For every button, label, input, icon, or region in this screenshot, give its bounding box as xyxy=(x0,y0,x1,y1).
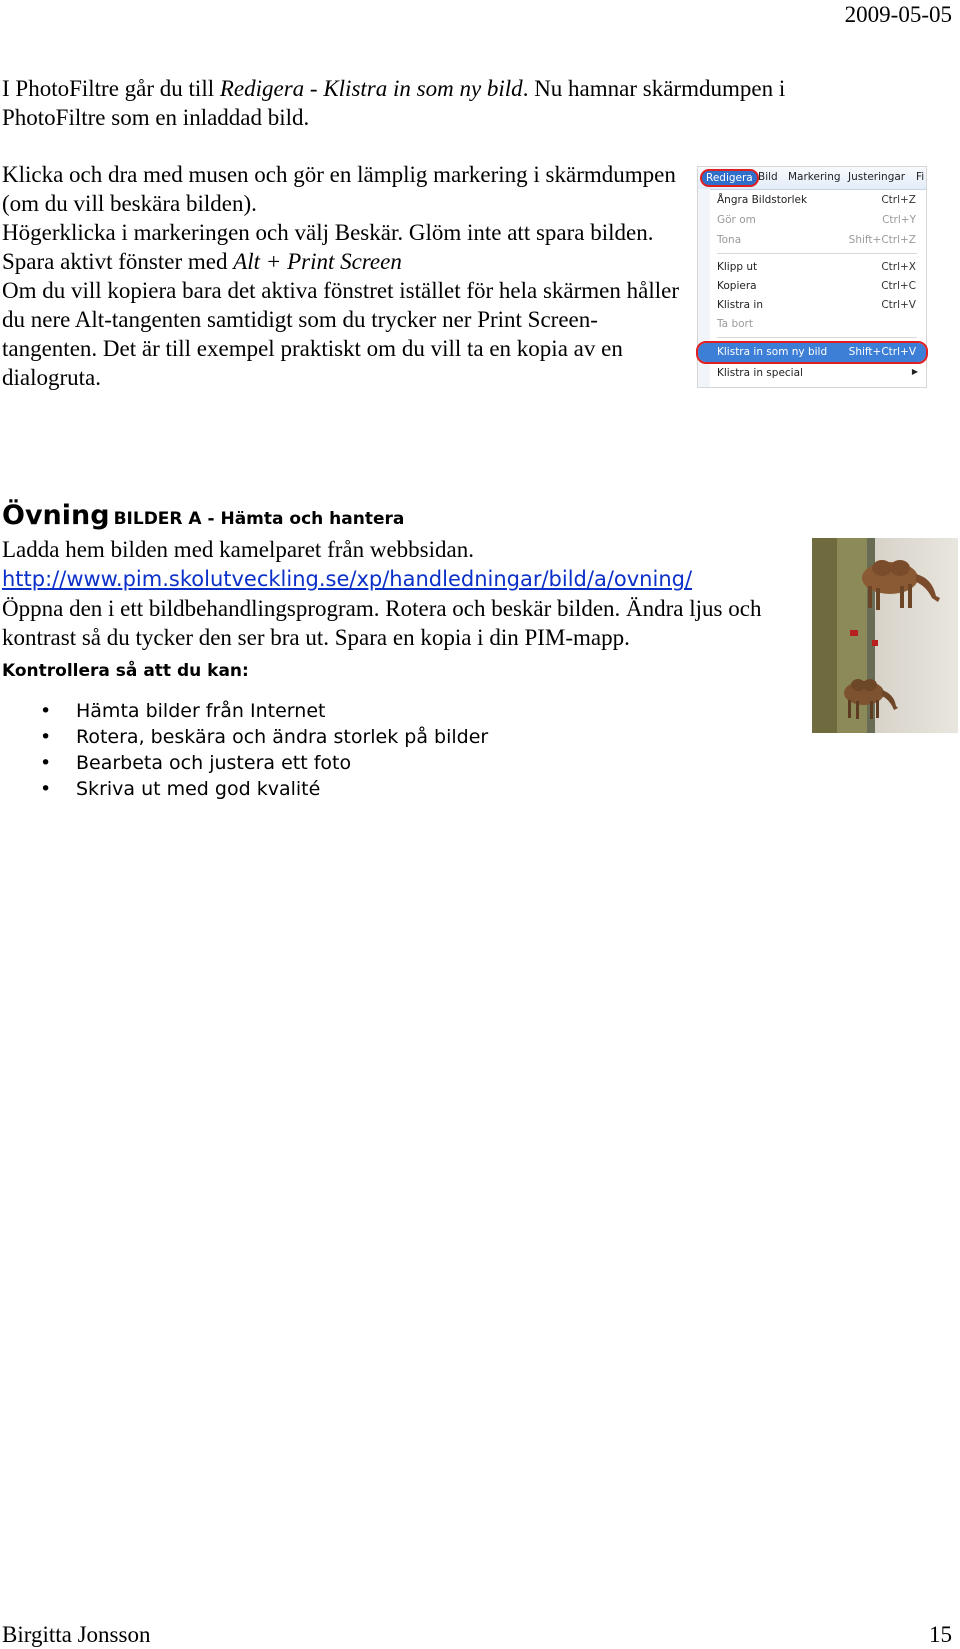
submenu-arrow-icon: ▶ xyxy=(911,367,918,376)
menu-item-copy xyxy=(698,277,926,296)
menu-separator xyxy=(717,337,917,338)
list-item xyxy=(40,750,488,776)
list-item-text: Hämta bilder från Internet xyxy=(76,700,326,722)
menu-item-paste xyxy=(698,296,926,315)
intro-paragraph xyxy=(2,74,882,132)
intro-text-2: . Nu hamnar skärmdumpen i PhotoFiltre som en inladdad bild. xyxy=(2,76,786,130)
exercise-title-main: Övning xyxy=(2,500,110,531)
menu-item-label: Gör om xyxy=(717,214,756,226)
exercise-text xyxy=(2,535,802,652)
alt-print-screen-text: Om du vill kopiera bara det aktiva fönstret istället för hela skärmen håller du nere Alt-tangenten samtidigt som du trycker ner Print Screen-tangenten. Det är till exempel praktiskt om du vill ta en kopia av en dialogruta. xyxy=(2,278,679,390)
exercise-url-link[interactable]: http://www.pim.skolutveckling.se/xp/handledningar/bild/a/ovning/ xyxy=(2,567,693,591)
menu-item-key: Shift+Ctrl+V xyxy=(848,346,916,358)
list-item xyxy=(40,776,488,802)
menu-item-undo xyxy=(698,191,926,210)
alt-shortcut: Alt + Print Screen xyxy=(233,249,402,274)
menu-justeringar: Justeringar xyxy=(848,171,906,183)
menu-item-key: Ctrl+X xyxy=(881,261,916,273)
menu-item-key: Ctrl+Z xyxy=(881,194,916,206)
menu-item-key: Shift+Ctrl+Z xyxy=(848,234,916,246)
menu-item-key: Ctrl+C xyxy=(881,280,916,292)
camel-photo-image xyxy=(812,538,958,733)
exercise-line-1: Ladda hem bilden med kamelparet från webbsidan. xyxy=(2,537,474,562)
footer-page-number: 15 xyxy=(929,1622,952,1647)
exercise-title-sub: BILDER A - Hämta och hantera xyxy=(113,509,405,529)
menu-bild: Bild xyxy=(758,171,778,183)
crop-instruction: Klicka och dra med musen och gör en lämplig markering i skärmdumpen (om du vill beskära bilden). xyxy=(2,162,676,216)
bullet-icon: • xyxy=(40,726,52,748)
exercise-title xyxy=(2,500,404,531)
menu-item-label: Klistra in special xyxy=(717,367,803,379)
menu-item-redo xyxy=(698,211,926,230)
bullet-icon: • xyxy=(40,778,52,800)
menu-redigera: Redigera xyxy=(700,169,759,187)
camel-photo xyxy=(812,538,958,733)
bullet-icon: • xyxy=(40,752,52,774)
edit-menu-screenshot xyxy=(697,166,927,388)
footer-author: Birgitta Jonsson xyxy=(2,1622,151,1647)
menu-item-fade xyxy=(698,231,926,250)
menu-markering: Markering xyxy=(788,171,841,183)
menu-item-label: Ta bort xyxy=(717,318,753,330)
menu-item-key: Ctrl+V xyxy=(881,299,916,311)
menu-item-label: Kopiera xyxy=(717,280,757,292)
instructions-block xyxy=(2,160,682,392)
list-item-text: Bearbeta och justera ett foto xyxy=(76,752,352,774)
checklist xyxy=(40,698,488,802)
intro-menu-path: Redigera - Klistra in som ny bild xyxy=(219,76,523,101)
menu-item-paste-special xyxy=(698,364,926,383)
menu-item-delete xyxy=(698,315,926,334)
menu-item-label: Tona xyxy=(717,234,742,246)
intro-text-1: I PhotoFiltre går du till xyxy=(2,76,220,101)
menu-item-label: Klistra in xyxy=(717,299,763,311)
menu-item-cut xyxy=(698,258,926,277)
header-date: 2009-05-05 xyxy=(844,2,952,27)
list-item-text: Skriva ut med god kvalité xyxy=(76,778,321,800)
menu-item-paste-as-new xyxy=(698,343,926,362)
list-item-text: Rotera, beskära och ändra storlek på bilder xyxy=(76,726,489,748)
menu-fil: Fi xyxy=(916,171,925,183)
menu-item-label: Klipp ut xyxy=(717,261,758,273)
menu-item-label: Ångra Bildstorlek xyxy=(717,194,808,206)
bullet-icon: • xyxy=(40,700,52,722)
menu-item-key: Ctrl+Y xyxy=(882,214,916,226)
list-item xyxy=(40,698,488,724)
menu-bar xyxy=(698,167,926,190)
checklist-heading: Kontrollera så att du kan: xyxy=(2,661,249,681)
list-item xyxy=(40,724,488,750)
menu-item-label: Klistra in som ny bild xyxy=(717,346,828,358)
menu-separator xyxy=(717,253,917,254)
alt-print-screen-heading xyxy=(2,247,682,276)
alt-prefix: Spara aktivt fönster med xyxy=(2,249,234,274)
exercise-line-2: Öppna den i ett bildbehandlingsprogram. Rotera och beskär bilden. Ändra ljus och kontrast så du tycker den ser bra ut. Spara en kopia i din PIM-mapp. xyxy=(2,596,762,650)
crop-instruction-2: Högerklicka i markeringen och välj Beskär. Glöm inte att spara bilden. xyxy=(2,220,654,245)
